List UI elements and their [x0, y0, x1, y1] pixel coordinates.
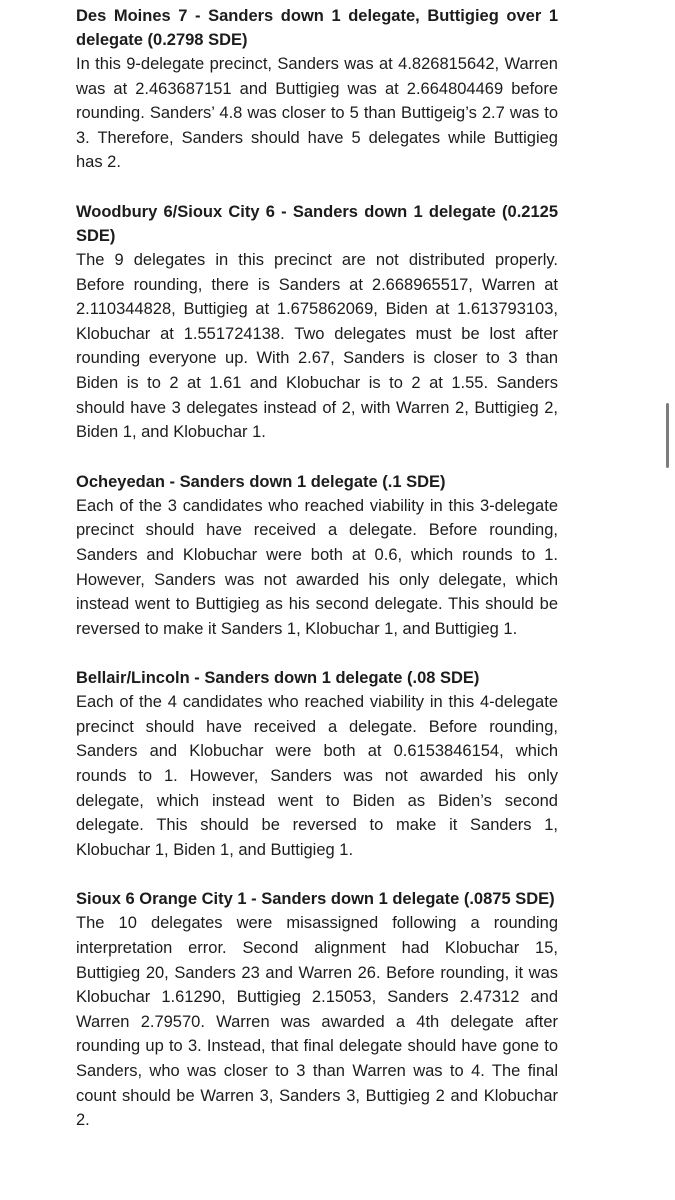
section-body: In this 9-delegate precinct, Sanders was at 4.826815642, Warren was at 2.463687151 and Buttigieg was at 2.664804469 before rounding. Sanders’ 4.8 was closer to 5 than Buttigeig’s 2.7 was to 3. Therefore, Sanders should have 5 delegates while Buttigieg has 2.	[76, 55, 558, 172]
section-heading: Ocheyedan - Sanders down 1 delegate (.1 SDE)	[76, 472, 446, 491]
section-heading: Bellair/Lincoln - Sanders down 1 delegate (.08 SDE)	[76, 669, 480, 688]
section-body: Each of the 4 candidates who reached viability in this 4-delegate precinct should have received a delegate. Before rounding, Sanders and Klobuchar were both at 0.6153846154, which rounds to 1. However, Sanders was not awarded his only delegate, which instead went to Biden as Biden’s second delegate. This should be reversed to make it Sanders 1, Klobuchar 1, Biden 1, and Buttigieg 1.	[76, 693, 558, 859]
section-body: The 10 delegates were misassigned following a rounding interpretation error. Second alignment had Klobuchar 15, Buttigieg 20, Sanders 23 and Warren 26. Before rounding, it was Klobuchar 1.61290, Buttigieg 2.15053, Sanders 2.47312 and Warren 2.79570. Warren was awarded a 4th delegate after rounding up to 3. Instead, that final delegate should have gone to Sanders, who was closer to 3 than Warren was to 4. The final count should be Warren 3, Sanders 3, Buttigieg 2 and Klobuchar 2.	[76, 914, 558, 1130]
section-heading: Woodbury 6/Sioux City 6 - Sanders down 1 delegate (0.2125 SDE)	[76, 202, 558, 245]
precinct-section-des-moines-7	[76, 4, 558, 175]
section-heading: Des Moines 7 - Sanders down 1 delegate, Buttigieg over 1 delegate (0.2798 SDE)	[76, 7, 558, 49]
section-body: Each of the 3 candidates who reached viability in this 3-delegate precinct should have received a delegate. Before rounding, Sanders and Klobuchar were both at 0.6, which rounds to 1. However, Sanders was not awarded his only delegate, which instead went to Buttigieg as his second delegate. This should be reversed to make it Sanders 1, Klobuchar 1, and Buttigieg 1.	[76, 496, 558, 638]
precinct-section-ocheyedan	[76, 470, 558, 642]
precinct-section-sioux-6-orange-city-1	[76, 887, 558, 1132]
section-body: The 9 delegates in this precinct are not distributed properly. Before rounding, there is Sanders at 2.668965517, Warren at 2.110344828, Buttigieg at 1.675862069, Biden at 1.613793103, Klobuchar at 1.551724138. Two delegates must be lost after rounding everyone up. With 2.67, Sanders is closer to 3 than Biden is to 2 at 1.61 and Klobuchar is to 2 at 1.55. Sanders should have 3 delegates instead of 2, with Warren 2, Buttigieg 2, Biden 1, and Klobuchar 1.	[76, 250, 558, 442]
document-page	[76, 4, 558, 1158]
precinct-section-bellair-lincoln	[76, 666, 558, 862]
vertical-scrollbar[interactable]	[666, 403, 669, 468]
section-heading: Sioux 6 Orange City 1 - Sanders down 1 delegate (.0875 SDE)	[76, 890, 555, 909]
precinct-section-woodbury-6	[76, 200, 558, 445]
